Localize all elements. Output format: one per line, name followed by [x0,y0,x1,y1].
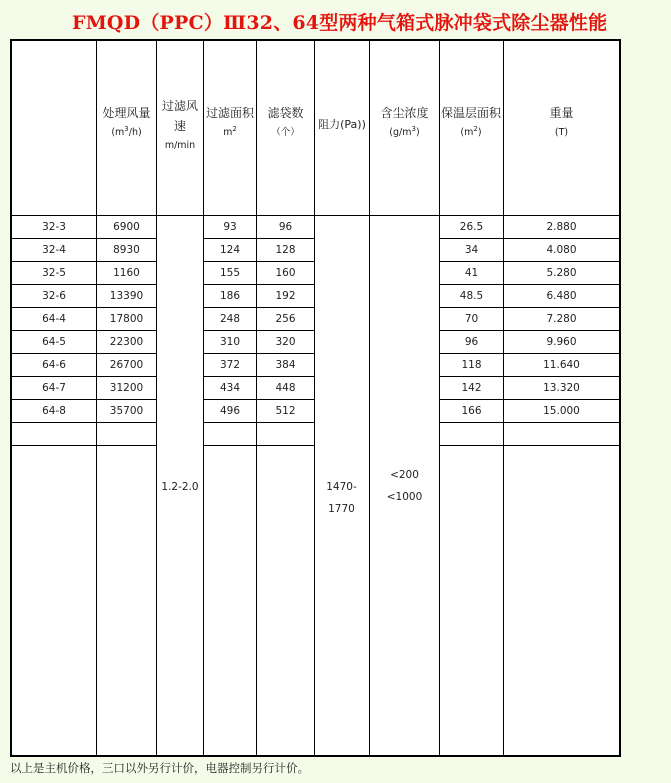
header-bags: 滤袋数 （个） [267,106,304,138]
cell-model: 32-4 [42,244,66,256]
row-divider [203,445,315,446]
cell-area: 310 [219,336,241,348]
cell-airflow: 22300 [109,336,144,348]
cell-model: 64-6 [42,359,66,371]
merged-resistance: 1470-1770 [326,481,357,515]
cell-insulation: 34 [464,244,479,256]
cell-airflow: 17800 [109,313,144,325]
cell-bags: 192 [275,290,296,302]
cell-model: 64-8 [42,405,66,417]
cell-model: 64-7 [42,382,66,394]
cell-insulation: 70 [464,313,479,325]
cell-bags: 448 [275,382,296,394]
row-divider [439,422,619,423]
row-divider [439,445,619,446]
merged-velocity: 1.2-2.0 [161,481,199,493]
cell-bags: 96 [278,221,293,233]
cell-insulation: 41 [464,267,479,279]
cell-bags: 160 [275,267,296,279]
cell-area: 124 [219,244,241,256]
cell-insulation: 26.5 [459,221,484,233]
header-weight: 重量 (T) [549,106,574,138]
column-divider [314,41,315,755]
header-insulation-area: 保温层面积 $(m^2)$ [440,106,501,138]
cell-insulation: 96 [464,336,479,348]
cell-airflow: 31200 [109,382,144,394]
cell-model: 64-5 [42,336,66,348]
row-divider [203,422,315,423]
cell-insulation: 118 [461,359,482,371]
cell-weight: 4.080 [546,244,577,256]
cell-bags: 320 [275,336,296,348]
cell-weight: 13.320 [543,382,580,394]
cell-airflow: 35700 [109,405,144,417]
header-velocity: 过滤风 速 m/min [161,99,198,151]
performance-table [10,39,621,757]
column-divider [369,41,370,755]
cell-airflow: 26700 [109,359,144,371]
header-resistance: 阻力(Pa)) [318,118,366,131]
row-divider [12,445,157,446]
cell-insulation: 142 [461,382,482,394]
cell-model: 32-5 [42,267,66,279]
cell-model: 64-4 [42,313,66,325]
cell-bags: 384 [275,359,296,371]
cell-area: 93 [223,221,237,233]
cell-airflow: 13390 [109,290,144,302]
merged-dust-concentration: <200 <1000 [386,469,423,503]
cell-model: 32-6 [42,290,66,302]
cell-bags: 128 [275,244,296,256]
cell-bags: 512 [275,405,296,417]
cell-airflow: 6900 [113,221,140,233]
cell-insulation: 166 [461,405,482,417]
cell-weight: 5.280 [546,267,577,279]
row-divider [12,422,157,423]
cell-weight: 15.000 [543,405,580,417]
cell-area: 496 [219,405,241,417]
cell-area: 186 [219,290,241,302]
cell-weight: 7.280 [546,313,577,325]
header-area: 过滤面积 $m^2$ [205,106,254,138]
cell-weight: 6.480 [546,290,577,302]
header-dust-concentration: 含尘浓度 $(g/m^3)$ [380,106,429,138]
cell-area: 372 [219,359,241,371]
cell-weight: 2.880 [546,221,577,233]
cell-area: 434 [219,382,241,394]
cell-airflow: 8930 [113,244,140,256]
cell-weight: 11.640 [543,359,580,371]
cell-model: 32-3 [42,221,66,233]
cell-area: 155 [219,267,241,279]
cell-weight: 9.960 [546,336,577,348]
cell-airflow: 1160 [113,267,140,279]
cell-area: 248 [219,313,241,325]
footnote: 以上是主机价格，三口以外另行计价，电器控制另行计价。 [10,761,309,775]
page-title: FMQD（PPC）Ⅲ32、64型两种气箱式脉冲袋式除尘器性能 [72,12,608,34]
cell-bags: 256 [275,313,296,325]
cell-insulation: 48.5 [459,290,484,302]
header-airflow: 处理风量 $(m^3/h)$ [102,106,151,138]
